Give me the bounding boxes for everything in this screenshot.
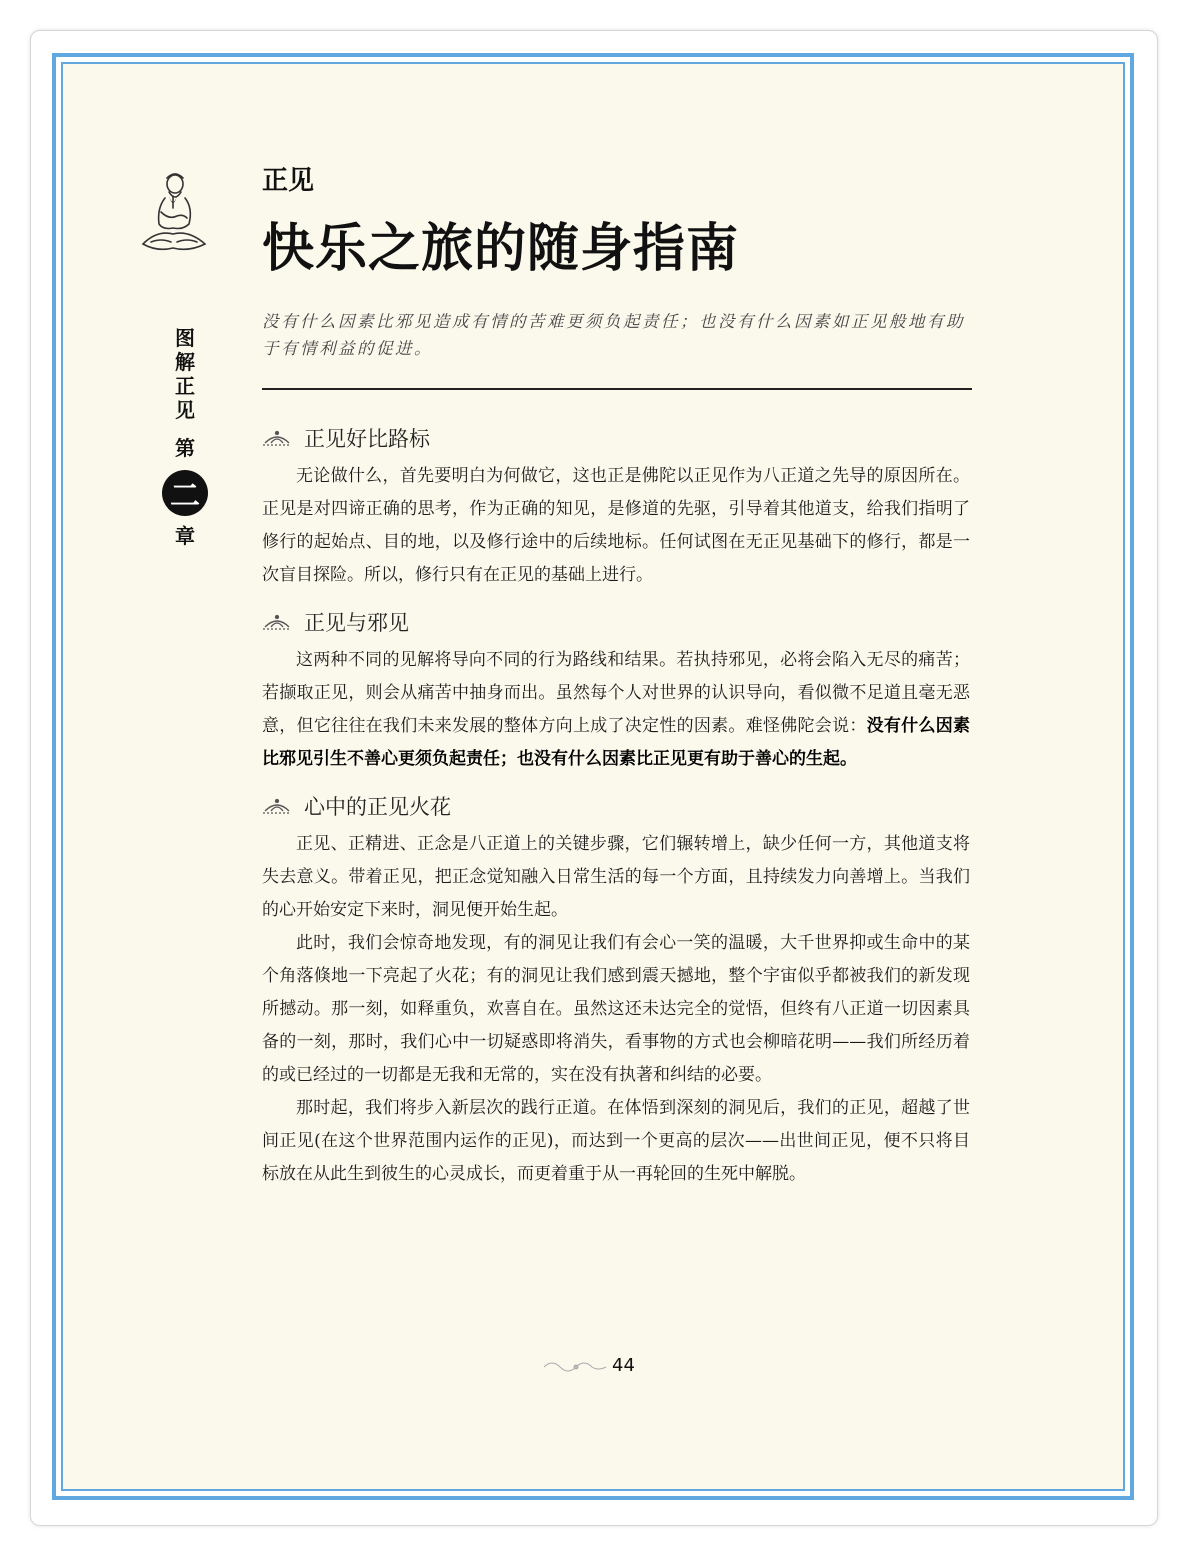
page-title: 快乐之旅的随身指南 [262,219,740,279]
series-char: 解 [175,350,195,374]
series-char: 图 [175,326,195,350]
section-heading [262,420,970,456]
chapter-number-badge [162,470,208,516]
chapter-prefix: 第 [175,436,195,460]
paragraph-lead: 这两种不同的见解将导向不同的行为路线和结果。若执持邪见，必将会陷入无尽的痛苦；若撷取正见，则会从痛苦中抽身而出。虽然每个人对世界的认识导向，看似微不足道且毫无恶意，但它往往在我们未来发展的整体方向上成了决定性的因素。难怪佛陀会说： [262,650,970,736]
paragraph: 此时，我们会惊奇地发现，有的洞见让我们有会心一笑的温暖，大千世界抑或生命中的某个角落倏地一下亮起了火花；有的洞见让我们感到震天撼地，整个宇宙似乎都被我们的新发现所撼动。那一刻，如释重负，欢喜自在。虽然这还未达完全的觉悟，但终有八正道一切因素具备的一刻，那时，我们心中一切疑惑即将消失，看事物的方式也会柳暗花明——我们所经历着的或已经过的一切都是无我和无常的，实在没有执著和纠结的必要。 [262,933,970,1085]
page-number: 44 [612,1354,635,1376]
section [262,788,970,1191]
paragraph [262,644,970,776]
chapter-sidebar [160,326,210,548]
section [262,604,970,776]
intro-quote: 没有什么因素比邪见造成有情的苦难更须负起责任；也没有什么因素如正见般地有助于有情利益的促进。 [262,312,965,358]
section-heading [262,788,970,824]
section-heading-text: 心中的正见火花 [304,795,451,819]
lotus-icon [262,429,292,447]
lotus-icon [262,797,292,815]
section-heading-text: 正见与邪见 [304,611,409,635]
series-title [160,326,210,422]
series-char: 见 [175,398,195,422]
chapter-number: 二 [170,479,200,514]
chapter-suffix: 章 [175,524,195,548]
divider [262,388,972,390]
emphasized-quote: 没有什么因素比邪见引生不善心更须负起责任；也没有什么因素比正见更有助于善心的生起。 [262,716,970,769]
paragraph: 正见、正精进、正念是八正道上的关键步骤，它们辗转增上，缺少任何一方，其他道支将失去意义。带着正见，把正念觉知融入日常生活的每一个方面，且持续发力向善增上。当我们的心开始安定下来时，洞见便开始生起。 [262,834,970,920]
paragraph: 那时起，我们将步入新层次的践行正道。在体悟到深刻的洞见后，我们的正见，超越了世间正见(在这个世界范围内运作的正见)，而达到一个更高的层次——出世间正见，便不只将目标放在从此生到彼生的心灵成长，而更着重于从一再轮回的生死中解脱。 [262,1098,970,1184]
section-kicker: 正见 [262,166,315,196]
article-body [262,420,970,1203]
section [262,420,970,592]
meditating-monk-icon [133,168,213,258]
section-heading [262,604,970,640]
paragraph: 无论做什么，首先要明白为何做它，这也正是佛陀以正见作为八正道之先导的原因所在。正见是对四谛正确的思考，作为正确的知见，是修道的先驱，引导着其他道支，给我们指明了修行的起始点、目的地，以及修行途中的后续地标。任何试图在无正见基础下的修行，都是一次盲目探险。所以，修行只有在正见的基础上进行。 [262,466,970,585]
section-heading-text: 正见好比路标 [304,427,430,451]
page-footer [540,1350,660,1380]
ornament-icon [540,1355,610,1375]
series-char: 正 [175,374,195,398]
lotus-icon [262,613,292,631]
